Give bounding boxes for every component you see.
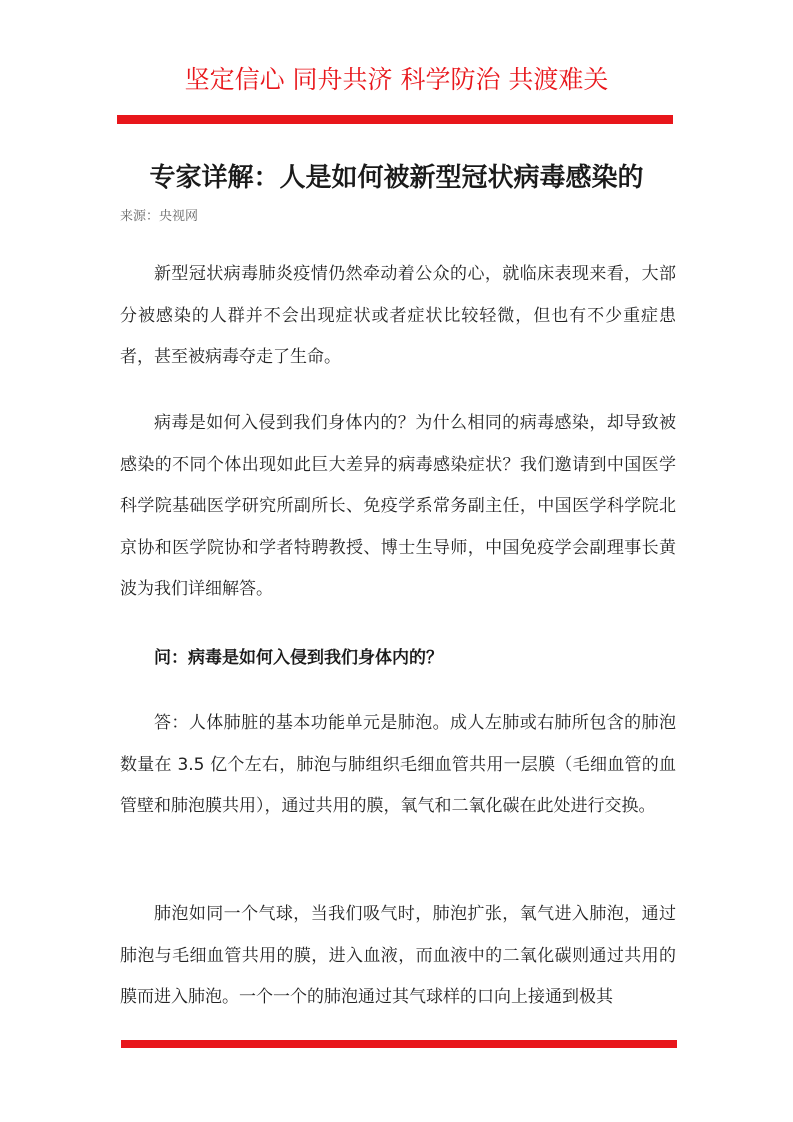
article-source: 来源：央视网 [120, 209, 199, 224]
paragraph-answer: 答：人体肺脏的基本功能单元是肺泡。成人左肺或右肺所包含的肺泡数量在 3.5 亿个左右，肺泡与肺组织毛细血管共用一层膜（毛细血管的血管壁和肺泡膜共用），通过共用的膜，氧气和二氧化碳在此处进行交换。 [120, 713, 676, 816]
paragraph-intro: 新型冠状病毒肺炎疫情仍然牵动着公众的心，就临床表现来看，大部分被感染的人群并不会出现症状或者症状比较轻微，但也有不少重症患者，甚至被病毒夺走了生命。 [120, 264, 676, 367]
bottom-divider [121, 1040, 677, 1048]
header-slogan: 坚定信心 同舟共济 科学防治 共渡难关 [184, 65, 609, 94]
paragraph-background: 病毒是如何入侵到我们身体内的？为什么相同的病毒感染，却导致被感染的不同个体出现如此巨大差异的病毒感染症状？我们邀请到中国医学科学院基础医学研究所副所长、免疫学系常务副主任，中国医学科学院北京协和医学院协和学者特聘教授、博士生导师，中国免疫学会副理事长黄波为我们详细解答。 [120, 413, 676, 599]
paragraph-alveoli: 肺泡如同一个气球，当我们吸气时，肺泡扩张，氧气进入肺泡，通过肺泡与毛细血管共用的膜，进入血液，而血液中的二氧化碳则通过共用的膜而进入肺泡。一个一个的肺泡通过其气球样的口向上接通到极其 [120, 904, 676, 1007]
top-divider [117, 115, 673, 124]
article-title: 专家详解：人是如何被新型冠状病毒感染的 [149, 163, 644, 193]
question-heading: 问：病毒是如何入侵到我们身体内的？ [154, 648, 443, 668]
